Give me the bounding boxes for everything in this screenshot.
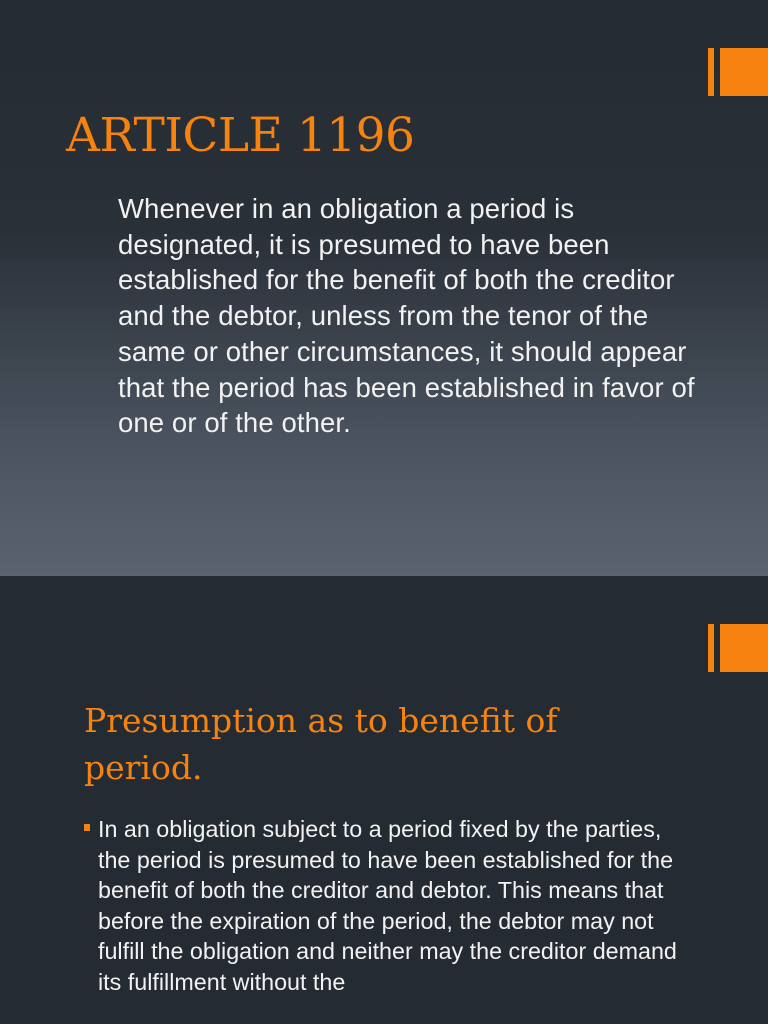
accent-thick-bar xyxy=(720,624,768,672)
slide-title: Presumption as to benefit of period. xyxy=(84,701,558,787)
bullet-list xyxy=(84,814,684,998)
accent-thin-bar xyxy=(708,624,714,672)
slide-presumption xyxy=(0,576,768,1024)
bullet-square-icon xyxy=(84,824,90,831)
slide-title: ARTICLE 1196 xyxy=(66,108,415,163)
bullet-text: In an obligation subject to a period fixed by the parties, the period is presumed to have been established for the benefit of both the creditor and debtor. This means that before the expiration of the period, the debtor may not fulfill the obligation and neither may the creditor demand its fulfillment without the xyxy=(98,816,677,995)
bullet-item xyxy=(84,814,684,998)
slide-body-text: Whenever in an obligation a period is designated, it is presumed to have been established for the benefit of both the creditor and the debtor, unless from the tenor of the same or other circumstances, it should appear that the period has been established in favor of one or of the other. xyxy=(118,193,695,439)
accent-thick-bar xyxy=(720,48,768,96)
accent-thin-bar xyxy=(708,48,714,96)
